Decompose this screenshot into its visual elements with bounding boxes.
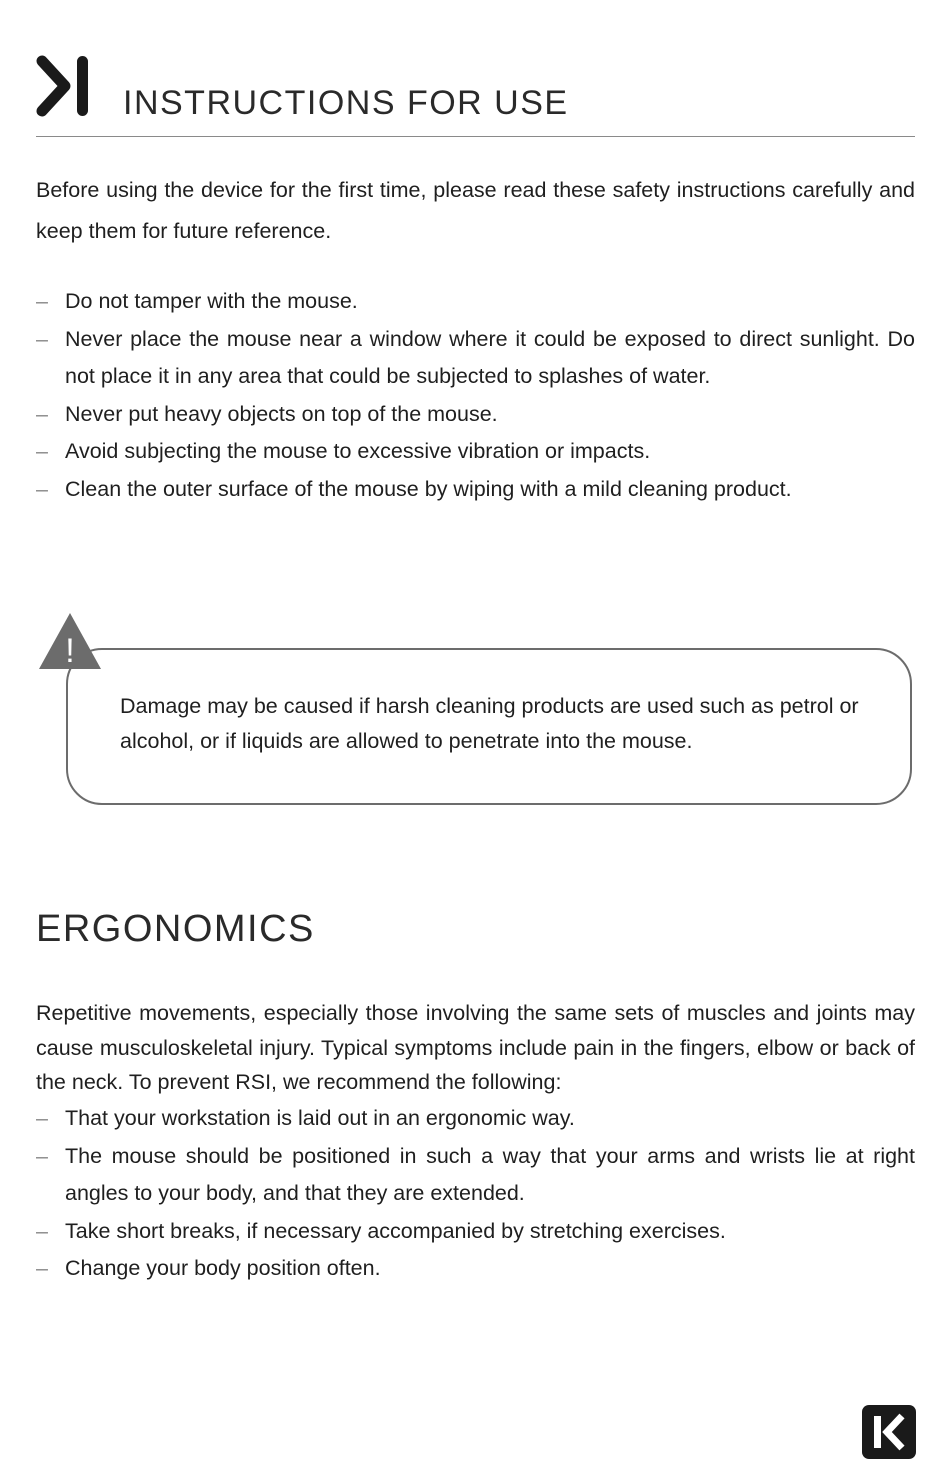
list-item-text: Take short breaks, if necessary accompanied by stretching exercises.	[65, 1218, 726, 1243]
list-item	[36, 1250, 915, 1288]
warning-exclamation: !	[65, 632, 75, 670]
list-item-text: Do not tamper with the mouse.	[65, 289, 358, 313]
dash-bullet: –	[36, 401, 48, 426]
list-item	[36, 1100, 915, 1138]
ergonomics-intro: Repetitive movements, especially those involving the same sets of muscles and joints may cause musculoskeletal injury. Typical symptoms include pain in the fingers, elbow or back of the neck. To prevent RSI, we recommend the following:	[36, 1001, 915, 1094]
list-item	[36, 1138, 915, 1213]
dash-bullet: –	[36, 439, 48, 463]
dash-bullet: –	[36, 289, 48, 313]
ergonomics-heading: ERGONOMICS	[36, 908, 315, 950]
list-item	[36, 1213, 915, 1251]
warning-text: Damage may be caused if harsh cleaning products are used such as petrol or alcohol, or if liquids are allowed to penetrate into the mouse.	[120, 694, 859, 753]
list-item-text: The mouse should be positioned in such a way that your arms and wrists lie at right angles to your body, and that they are extended.	[65, 1143, 915, 1205]
list-item-text: Change your body position often.	[65, 1256, 381, 1280]
brand-k-logo-icon	[862, 1405, 916, 1459]
list-item	[36, 283, 915, 321]
list-item-text: Never put heavy objects on top of the mouse.	[65, 401, 498, 426]
brand-chevron-bar-icon	[36, 54, 92, 118]
list-item	[36, 396, 915, 434]
intro-paragraph: Before using the device for the first time, please read these safety instructions carefully and keep them for future reference.	[36, 178, 915, 243]
dash-bullet: –	[36, 1218, 48, 1243]
ergonomics-list	[36, 1100, 915, 1288]
list-item-text: Avoid subjecting the mouse to excessive vibration or impacts.	[65, 439, 651, 463]
dash-bullet: –	[36, 1143, 48, 1168]
dash-bullet: –	[36, 326, 48, 351]
dash-bullet: –	[36, 1106, 48, 1130]
dash-bullet: –	[36, 1256, 48, 1280]
list-item-text: Never place the mouse near a window where it could be exposed to direct sunlight. Do not place it in any area that could be subjected to splashes of water.	[65, 326, 915, 388]
list-item-text: That your workstation is laid out in an ergonomic way.	[65, 1106, 575, 1130]
list-item	[36, 471, 915, 509]
page-title: INSTRUCTIONS FOR USE	[123, 84, 569, 122]
page-header	[36, 52, 915, 137]
list-item	[36, 321, 915, 396]
dash-bullet: –	[36, 476, 48, 501]
safety-instructions-list	[36, 283, 915, 508]
warning-triangle-icon	[38, 612, 102, 670]
list-item-text: Clean the outer surface of the mouse by wiping with a mild cleaning product.	[65, 476, 792, 501]
list-item	[36, 433, 915, 471]
